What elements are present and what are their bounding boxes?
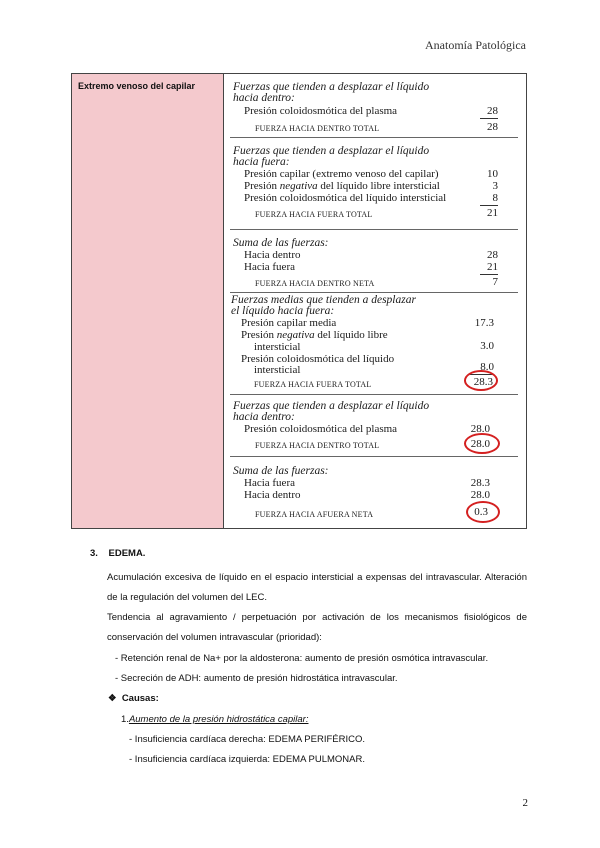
causes-heading <box>108 693 159 704</box>
cause-title: Aumento de la presión hidrostática capilar: <box>128 714 309 725</box>
row-label: intersticial <box>254 364 301 376</box>
causes-label: Causas: <box>121 693 159 704</box>
cause-heading <box>121 714 308 725</box>
row-value: 28 <box>487 249 498 261</box>
divider <box>230 229 518 230</box>
block-title: Suma de las fuerzas: <box>233 465 329 477</box>
row-label: Presión coloidosmótica del plasma <box>244 423 398 435</box>
running-header: Anatomía Patológica <box>425 38 526 52</box>
page-number: 2 <box>522 797 528 809</box>
total-label: FUERZA HACIA FUERA TOTAL <box>254 380 372 389</box>
total-value: 7 <box>492 276 498 288</box>
highlight-circle <box>464 370 498 391</box>
row-value: 3.0 <box>480 340 494 352</box>
divider <box>230 394 518 395</box>
section-number: 3. <box>90 548 98 559</box>
total-value: 21 <box>487 207 498 219</box>
block-title: hacia dentro: <box>233 92 295 104</box>
block-title: hacia fuera: <box>233 156 290 168</box>
total-label: FUERZA HACIA DENTRO NETA <box>255 279 375 288</box>
row-label: Hacia fuera <box>244 477 295 489</box>
block-title: Fuerzas que tienden a desplazar el líquido <box>233 145 430 157</box>
row-label: intersticial <box>254 341 301 353</box>
block-title: Suma de las fuerzas: <box>233 237 329 249</box>
cause-number: 1. <box>121 714 129 725</box>
row-value: 8 <box>492 192 498 204</box>
total-value: 0.3 <box>474 506 488 518</box>
section-title: EDEMA. <box>108 548 146 559</box>
row-value: 28.0 <box>470 423 490 435</box>
row-value: 10 <box>487 168 498 180</box>
sum-rule <box>480 205 498 206</box>
paragraph-definition: Acumulación excesiva de líquido en el espacio intersticial a expensas del intravascular. Alteración de la regulación del volumen del LEC. <box>107 572 527 603</box>
sum-rule <box>480 118 498 119</box>
divider <box>230 292 518 293</box>
total-value: 28.0 <box>470 438 490 450</box>
highlight-circle <box>464 433 500 454</box>
list-item: - Secreción de ADH: aumento de presión hidrostática intravascular. <box>115 673 398 684</box>
list-item: - Retención renal de Na+ por la aldosterona: aumento de presión osmótica intravascular. <box>115 653 489 664</box>
block-title: Fuerzas que tienden a desplazar el líquido <box>233 400 430 412</box>
block-title: hacia dentro: <box>233 411 295 423</box>
table-label: Extremo venoso del capilar <box>78 81 196 91</box>
row-label: Presión capilar (extremo venoso del capilar) <box>244 168 439 180</box>
total-label: FUERZA HACIA FUERA TOTAL <box>255 210 373 219</box>
list-item: - Insuficiencia cardíaca izquierda: EDEMA PULMONAR. <box>129 754 366 765</box>
sum-rule <box>480 274 498 275</box>
total-value: 28 <box>487 121 498 133</box>
section-heading <box>90 548 145 559</box>
row-value: 28.0 <box>470 489 490 501</box>
highlight-circle <box>466 501 500 523</box>
divider <box>230 137 518 138</box>
row-label: Hacia dentro <box>244 489 301 501</box>
row-value: 28 <box>487 105 498 117</box>
total-label: FUERZA HACIA AFUERA NETA <box>255 510 374 519</box>
row-value: 3 <box>492 180 498 192</box>
row-label: Presión coloidosmótica del plasma <box>244 105 398 117</box>
table-label-cell <box>72 74 224 528</box>
diamond-bullet-icon: ❖ <box>108 693 117 704</box>
total-label: FUERZA HACIA DENTRO TOTAL <box>255 124 380 133</box>
row-value: 28.3 <box>470 477 490 489</box>
row-label: Presión negativa del líquido libre <box>241 329 388 341</box>
list-item: - Insuficiencia cardíaca derecha: EDEMA PERIFÉRICO. <box>129 734 366 745</box>
row-value: 8.0 <box>480 361 494 373</box>
block-title: Fuerzas medias que tienden a desplazar <box>231 294 416 306</box>
row-value: 17.3 <box>474 317 494 329</box>
paragraph-tendency: Tendencia al agravamiento / perpetuación por activación de los mecanismos fisiológicos de conservación del volumen intravascular (prioridad): <box>107 612 527 643</box>
block-title: el líquido hacia fuera: <box>231 305 335 317</box>
row-label: Presión capilar media <box>241 317 337 329</box>
row-label: Hacia dentro <box>244 249 301 261</box>
row-label: Hacia fuera <box>244 261 295 273</box>
divider <box>230 456 518 457</box>
forces-figure <box>224 74 526 528</box>
block-title: Fuerzas que tienden a desplazar el líquido <box>233 81 430 93</box>
forces-table <box>71 73 527 529</box>
row-value: 21 <box>487 261 498 273</box>
row-label: Presión negativa del líquido libre intersticial <box>244 180 440 192</box>
total-label: FUERZA HACIA DENTRO TOTAL <box>255 441 380 450</box>
row-label: Presión coloidosmótica del líquido intersticial <box>244 192 447 204</box>
row-label: Presión coloidosmótica del líquido <box>241 353 395 365</box>
total-value: 28.3 <box>473 376 493 388</box>
